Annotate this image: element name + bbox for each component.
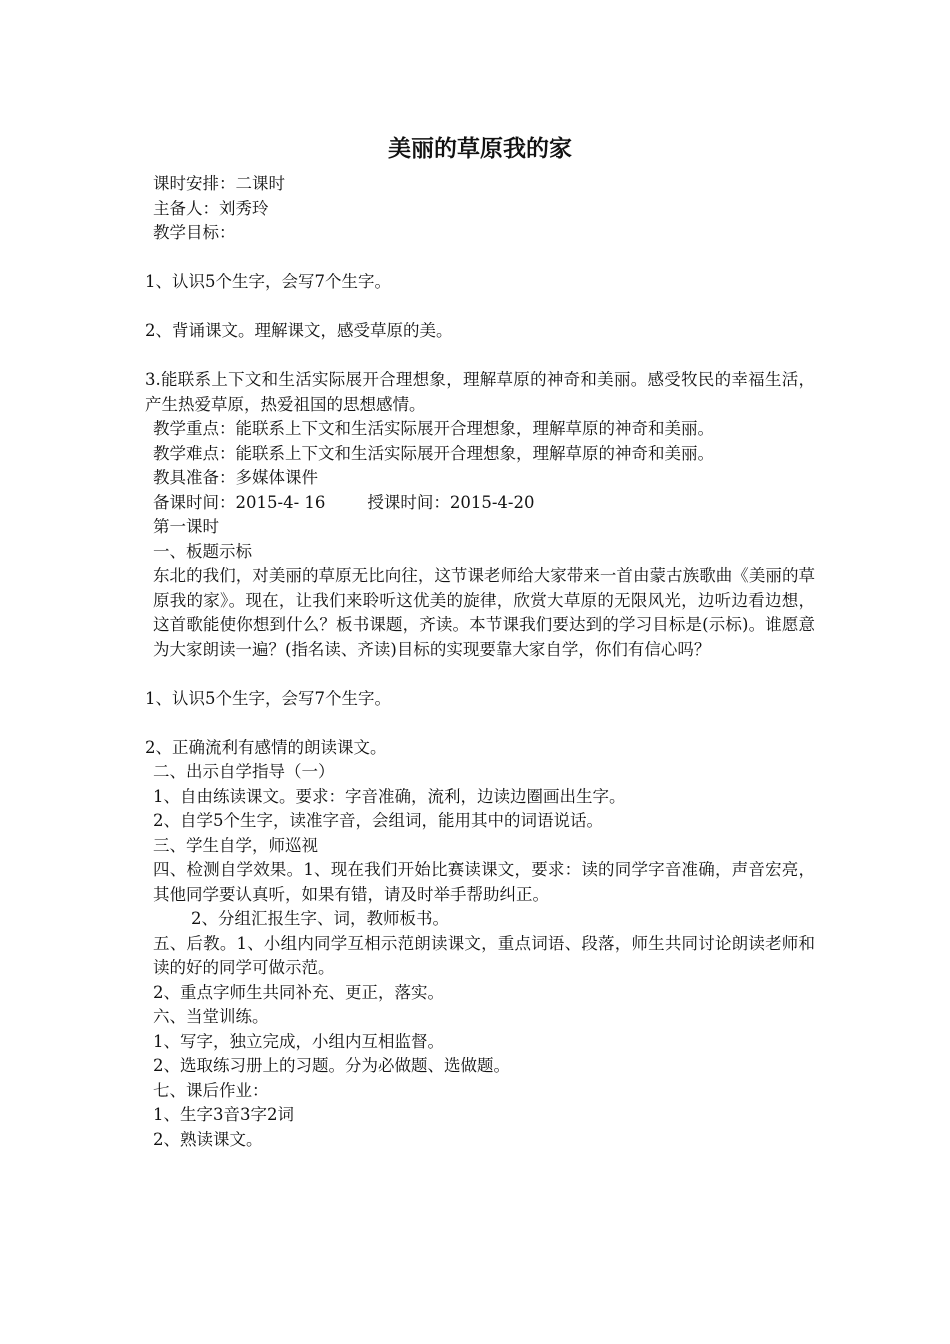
paragraph: 东北的我们，对美丽的草原无比向往，这节课老师给大家带来一首由蒙古族歌曲《美丽的草原我的家》。现在，让我们来聆听这优美的旋律，欣赏大草原的无限风光，边听边看边想，这首歌能使你想到什么？板书课题，齐读。本节课我们要达到的学习目标是(示标)。谁愿意为大家朗读一遍？(指名读、齐读)目标的实现要靠大家自学，你们有信心吗？	[153, 566, 815, 659]
text-line: 2、背诵课文。理解课文，感受草原的美。	[145, 321, 453, 340]
text-line: 教具准备：多媒体课件	[153, 468, 318, 487]
text-line: 1、认识5个生字，会写7个生字。	[145, 688, 391, 708]
text-line: 一、板题示标	[153, 541, 252, 561]
text-line: 1、认识5个生字，会写7个生字。	[145, 272, 391, 291]
text-line: 教学难点：能联系上下文和生活实际展开合理想象，理解草原的神奇和美丽。	[153, 443, 714, 463]
text-line: 2、正确流利有感情的朗读课文。	[145, 737, 387, 757]
text-line: 2、选取练习册上的习题。分为必做题、选做题。	[153, 1056, 510, 1075]
text-line: 主备人：刘秀玲	[153, 198, 269, 218]
text-line: 第一课时	[153, 517, 219, 536]
blank-line	[145, 711, 815, 736]
text-line: 1、生字3音3字2词	[153, 1105, 294, 1124]
blank-line	[145, 246, 815, 271]
blank-line	[145, 662, 815, 687]
text-line: 六、当堂训练。	[153, 1007, 269, 1026]
text-line: 二、出示自学指导（一）	[153, 762, 335, 781]
text-line: 教学目标：	[153, 223, 236, 242]
document-title: 美丽的草原我的家	[388, 136, 572, 162]
paragraph: 3.能联系上下文和生活实际展开合理想象，理解草原的神奇和美丽。感受牧民的幸福生活，产生热爱草原，热爱祖国的思想感情。	[145, 370, 815, 414]
text-line: 2、分组汇报生字、词，教师板书。	[191, 909, 449, 928]
document-body	[145, 172, 815, 1152]
text-line: 七、课后作业：	[153, 1080, 269, 1100]
text-line: 2、自学5个生字，读准字音，会组词，能用其中的词语说话。	[153, 811, 603, 830]
paragraph: 五、后教。1、小组内同学互相示范朗读课文，重点词语、段落，师生共同讨论朗读老师和读的好的同学可做示范。	[153, 933, 815, 977]
text-line: 1、自由练读课文。要求：字音准确，流利，边读边圈画出生字。	[153, 786, 626, 806]
blank-line	[145, 344, 815, 369]
blank-line	[145, 295, 815, 320]
text-line: 三、学生自学，师巡视	[153, 835, 318, 855]
text-line: 课时安排：二课时	[153, 174, 285, 193]
paragraph: 四、检测自学效果。1、现在我们开始比赛读课文，要求：读的同学字音准确，声音宏亮，其他同学要认真听，如果有错，请及时举手帮助纠正。	[153, 860, 815, 904]
text-line: 2、重点字师生共同补充、更正，落实。	[153, 982, 444, 1002]
text-line: 1、写字，独立完成，小组内互相监督。	[153, 1031, 444, 1051]
text-line: 备课时间：2015-4- 16 授课时间：2015-4-20	[153, 492, 535, 512]
text-line: 2、熟读课文。	[153, 1129, 263, 1149]
text-line: 教学重点：能联系上下文和生活实际展开合理想象，理解草原的神奇和美丽。	[153, 419, 714, 438]
document-page	[145, 132, 815, 1152]
